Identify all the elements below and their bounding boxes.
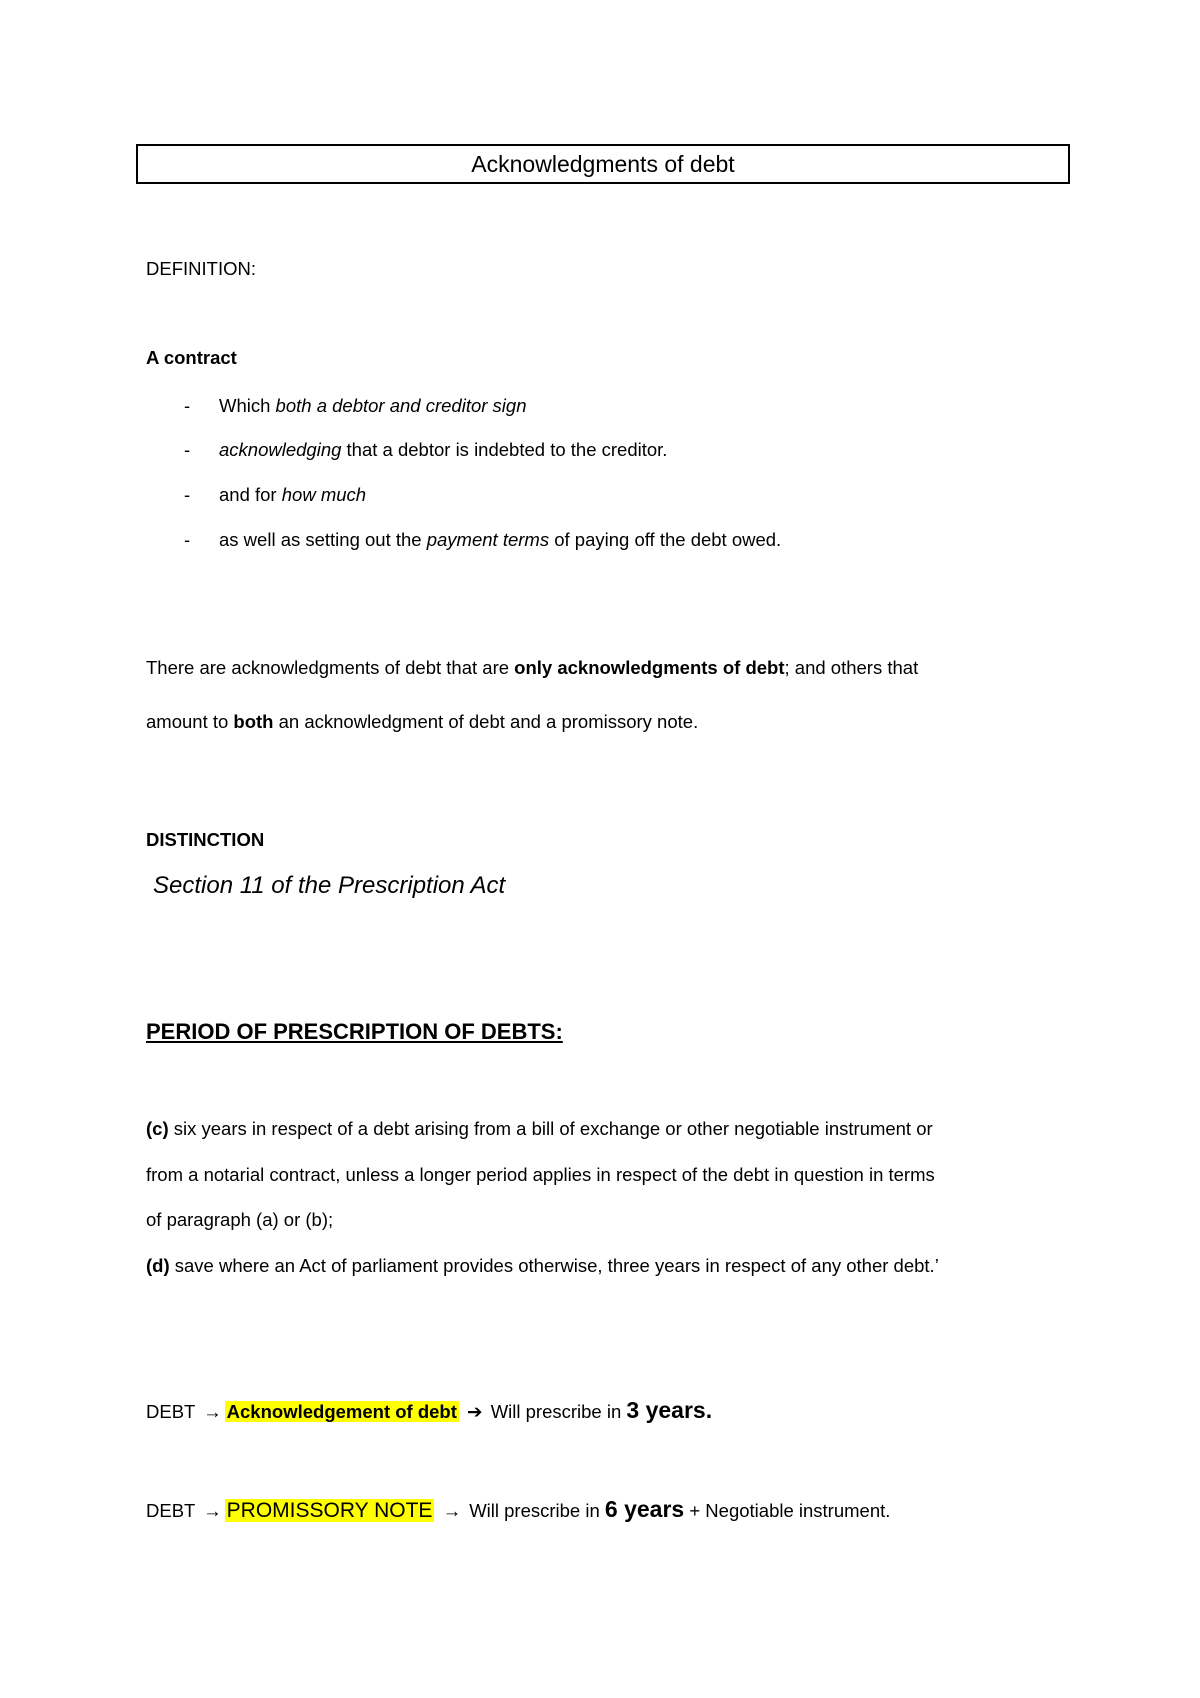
paragraph-line: There are acknowledgments of debt that are only acknowledgments of debt; and others that	[146, 657, 919, 678]
period-heading: PERIOD OF PRESCRIPTION OF DEBTS:	[146, 1019, 563, 1044]
prescription-row-promissory: DEBT → PROMISSORY NOTE → Will prescribe in 6 years + Negotiable instrument.	[146, 1496, 891, 1522]
prescription-period: 6 years	[604, 1496, 685, 1522]
prescription-period: 3 years.	[626, 1397, 713, 1423]
document-title: Acknowledgments of debt	[471, 150, 735, 177]
list-dash: -	[184, 395, 191, 416]
prescription-row-acknowledgement: DEBT → Acknowledgement of debt ➔ Will prescribe in 3 years.	[146, 1397, 713, 1423]
paragraph-line: amount to both an acknowledgment of debt and a promissory note.	[146, 711, 699, 732]
arrow-right-icon: →	[203, 1500, 222, 1521]
arrow-right-icon: ➔	[467, 1401, 483, 1422]
arrow-right-icon: →	[442, 1500, 462, 1521]
distinction-heading: DISTINCTION	[146, 829, 265, 850]
list-dash: -	[184, 484, 191, 505]
contract-heading: A contract	[146, 347, 237, 368]
clause-d-line: (d) save where an Act of parliament provides otherwise, three years in respect of any other debt.’	[146, 1255, 939, 1276]
clause-c-line: from a notarial contract, unless a longer period applies in respect of the debt in question in terms	[146, 1164, 935, 1185]
arrow-right-icon: →	[203, 1401, 222, 1422]
list-dash: -	[184, 529, 191, 550]
highlight-acknowledgement: Acknowledgement of debt	[226, 1401, 457, 1422]
document-page: Acknowledgments of debt DEFINITION: A contract - Which both a debtor and creditor sign - acknowledging that a debtor is indebted to the creditor. - and for how much - as well as setting out the payment terms of paying off the debt owed. There are acknowledgments of debt that are only acknowledgments of debt; and others that amount to both an acknowledgment of debt and a promissory note. DISTINCTION Section 11 of the Prescription Act PERIOD OF PRESCRIPTION OF DEBTS: (c) six years in respect of a debt arising from a bill of exchange or other negotiable instrument or from a notarial contract, unless a longer period applies in respect of the debt in question in terms of paragraph (a) or (b); (d) save where an Act of parliament provides otherwise, three years in respect of any other debt.’ DEBT → Acknowledgement of debt ➔ Will prescribe in 3 years. DEBT → PROMISSORY NOTE → Will prescribe in 6 years + Negotiable instrument.	[0, 0, 1200, 1698]
definition-label: DEFINITION:	[146, 258, 256, 279]
list-dash: -	[184, 439, 191, 460]
clause-c-line: (c) six years in respect of a debt arising from a bill of exchange or other negotiable instrument or	[146, 1118, 933, 1139]
section-reference: Section 11 of the Prescription Act	[153, 872, 506, 899]
highlight-promissory-note: PROMISSORY NOTE	[226, 1499, 433, 1522]
clause-c-line: of paragraph (a) or (b);	[146, 1209, 334, 1230]
document-title-box	[136, 144, 1070, 184]
